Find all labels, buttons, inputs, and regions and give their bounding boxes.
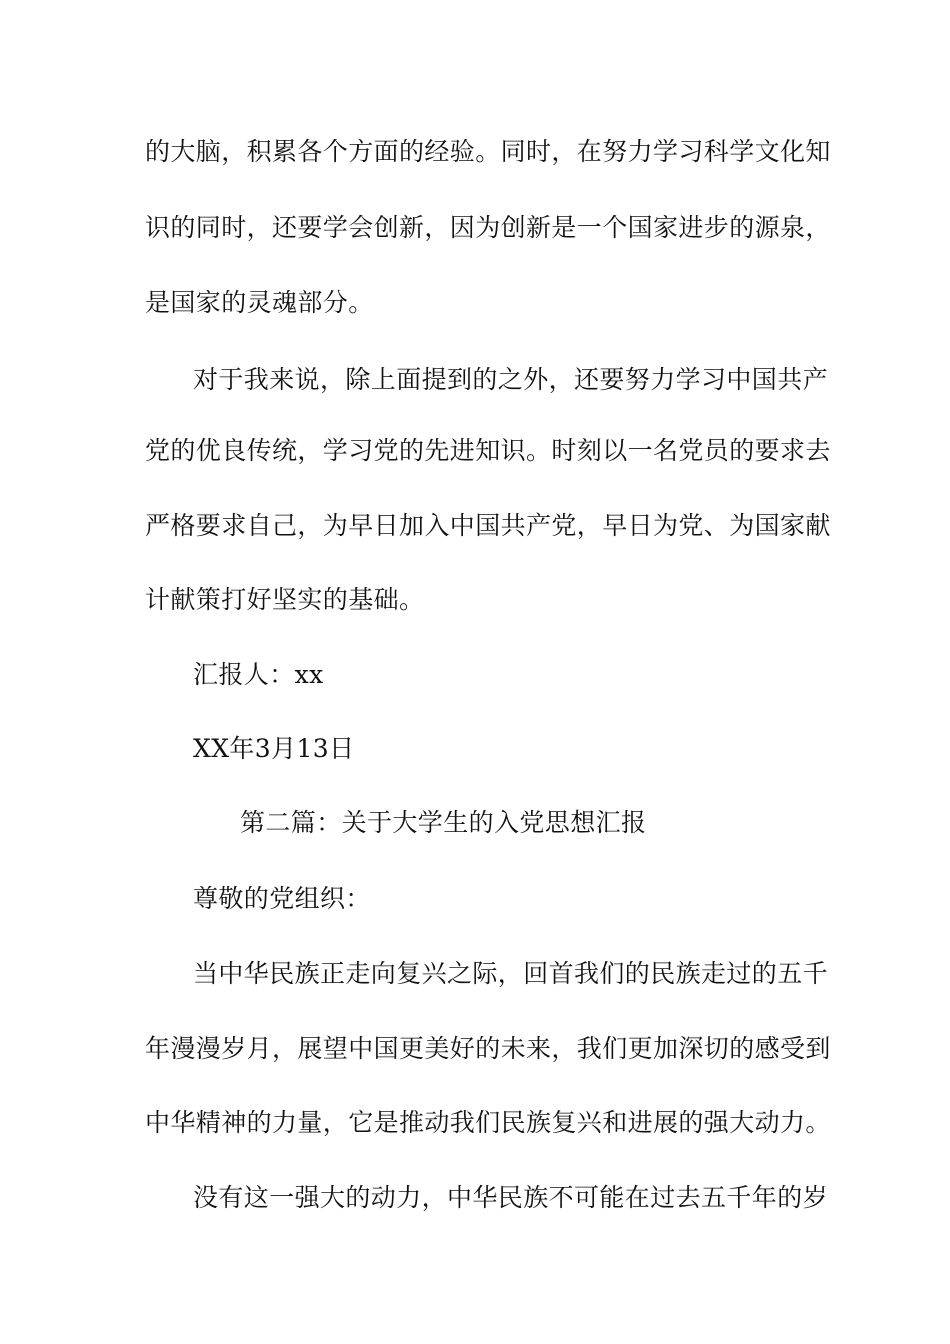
paragraph-1-line-3: 是国家的灵魂部分。 <box>145 288 374 317</box>
paragraph-1-line-1: 的大脑，积累各个方面的经验。同时，在努力学习科学文化知 <box>145 137 831 166</box>
salutation: 尊敬的党组织： <box>193 884 371 913</box>
reporter-line: 汇报人：xx <box>193 660 324 689</box>
paragraph-2-line-4: 计献策打好坚实的基础。 <box>145 585 425 614</box>
paragraph-1-line-2: 识的同时，还要学会创新，因为创新是一个国家进步的源泉， <box>145 213 831 242</box>
paragraph-3-line-2: 年漫漫岁月，展望中国更美好的未来，我们更加深切的感受到 <box>145 1034 831 1063</box>
section-title: 第二篇：关于大学生的入党思想汇报 <box>240 808 647 837</box>
paragraph-4-line-1: 没有这一强大的动力，中华民族不可能在过去五千年的岁 <box>193 1183 829 1212</box>
date-line: XX年3月13日 <box>193 734 355 763</box>
paragraph-3-line-1: 当中华民族正走向复兴之际，回首我们的民族走过的五千 <box>193 959 829 988</box>
paragraph-2-line-1: 对于我来说，除上面提到的之外，还要努力学习中国共产 <box>193 365 829 394</box>
paragraph-2-line-3: 严格要求自己，为早日加入中国共产党，早日为党、为国家献 <box>145 511 831 540</box>
paragraph-2-line-2: 党的优良传统，学习党的先进知识。时刻以一名党员的要求去 <box>145 436 831 465</box>
paragraph-3-line-3: 中华精神的力量，它是推动我们民族复兴和进展的强大动力。 <box>145 1108 831 1137</box>
